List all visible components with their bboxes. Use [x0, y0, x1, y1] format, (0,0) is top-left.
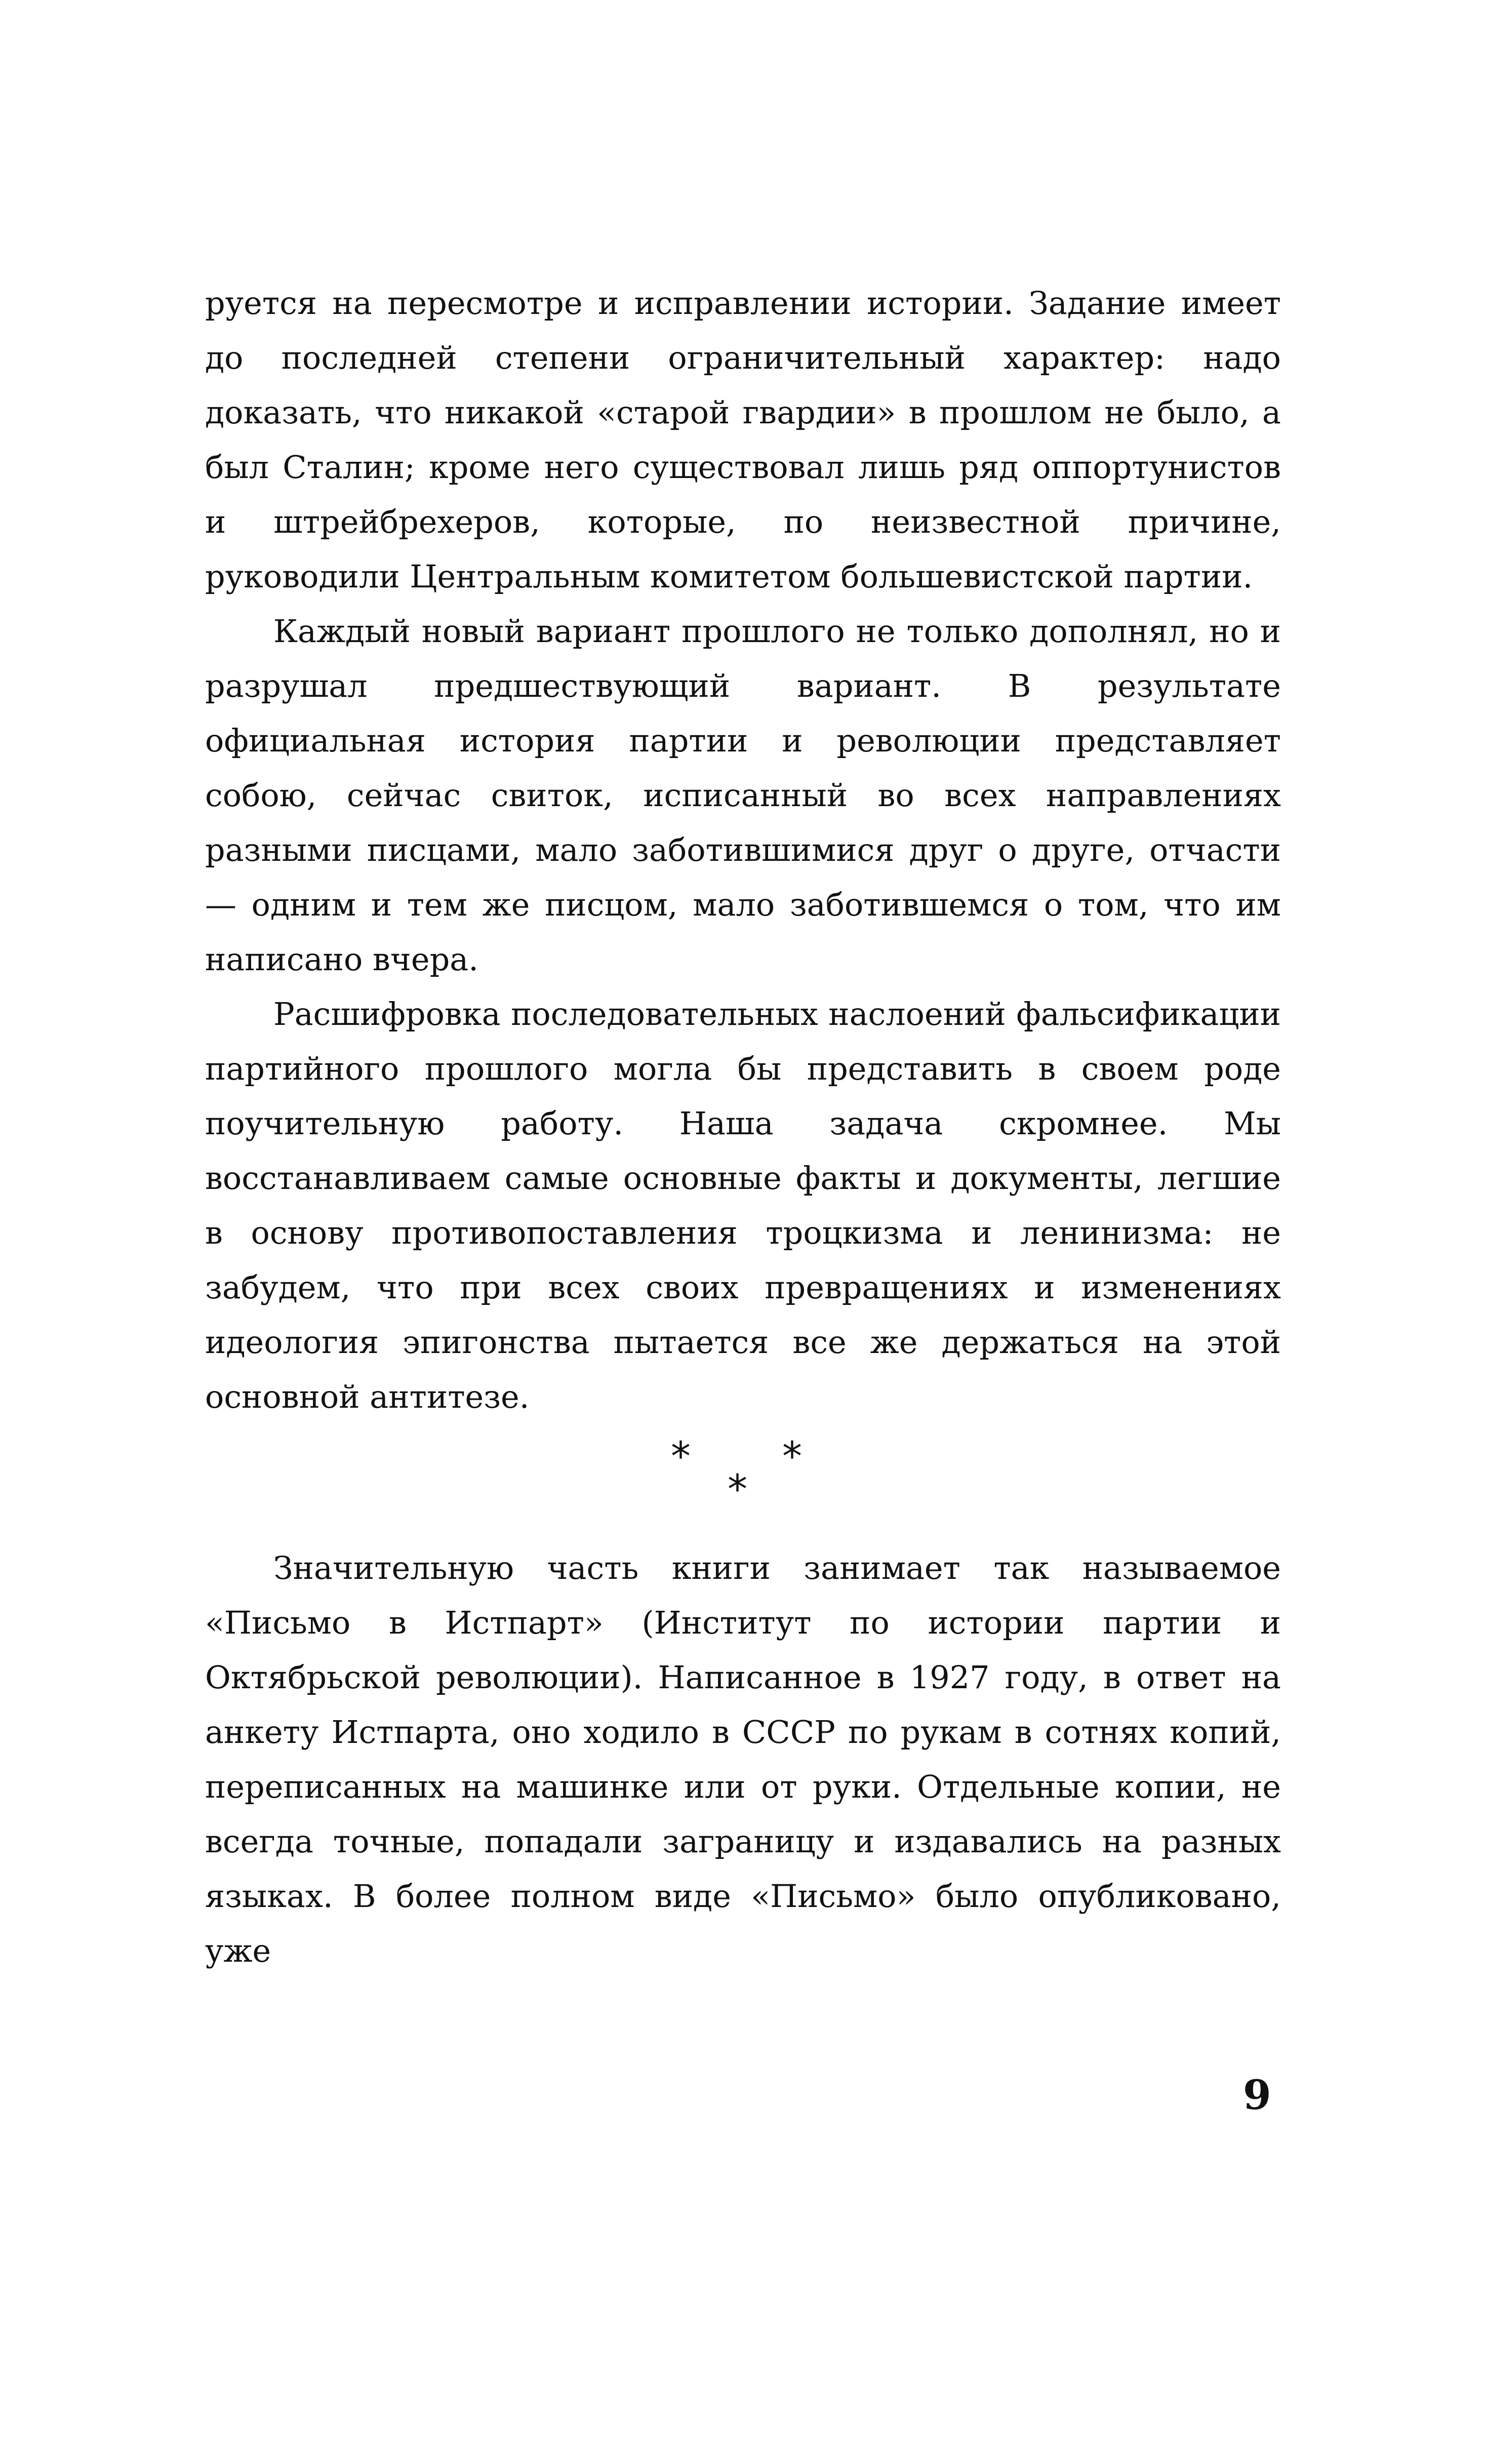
paragraph-1: руется на пересмотре и исправлении истории. Задание имеет до последней степени ограничительный характер: надо доказать, что никакой «старой гвардии» в прошлом не было, а был Сталин; кроме него существовал лишь ряд оппортунистов и штрейбрехеров, которые, по неизвестной причине, руководили Центральным комитетом большевистской партии. [205, 285, 1281, 595]
paragraph-3: Расшифровка последовательных наслоений фальсификации партийного прошлого могла бы представить в своем роде поучительную работу. Наша задача скромнее. Мы восстанавливаем самые основные факты и документы, легшие в основу противопоставления троцкизма и ленинизма: не забудем, что при всех своих превращениях и изменениях идеология эпигонства пытается все же держаться на этой основной антитезе. [205, 996, 1281, 1415]
separator-star-bottom: * [728, 1467, 747, 1513]
section-separator [205, 1424, 1281, 1541]
page-number: 9 [1243, 2071, 1271, 2119]
paragraph-2: Каждый новый вариант прошлого не только дополнял, но и разрушал предшествующий вариант. В результате официальная история партии и революции представляет собою, сейчас свиток, исписанный во всех направлениях разными писцами, мало заботившимися друг о друге, отчасти — одним и тем же писцом, мало заботившемся о том, что им написано вчера. [205, 613, 1281, 978]
body-text [205, 276, 1281, 1978]
separator-star-right: * [782, 1434, 802, 1480]
paragraph-4: Значительную часть книги занимает так называемое «Письмо в Истпарт» (Институт по истории партии и Октябрьской революции). Написанное в 1927 году, в ответ на анкету Истпарта, оно ходило в СССР по рукам в сотнях копий, переписанных на машинке или от руки. Отдельные копии, не всегда точные, попадали заграницу и издавались на разных языках. В более полном виде «Письмо» было опубликовано, уже [205, 1549, 1281, 1969]
separator-star-left: * [671, 1434, 691, 1480]
